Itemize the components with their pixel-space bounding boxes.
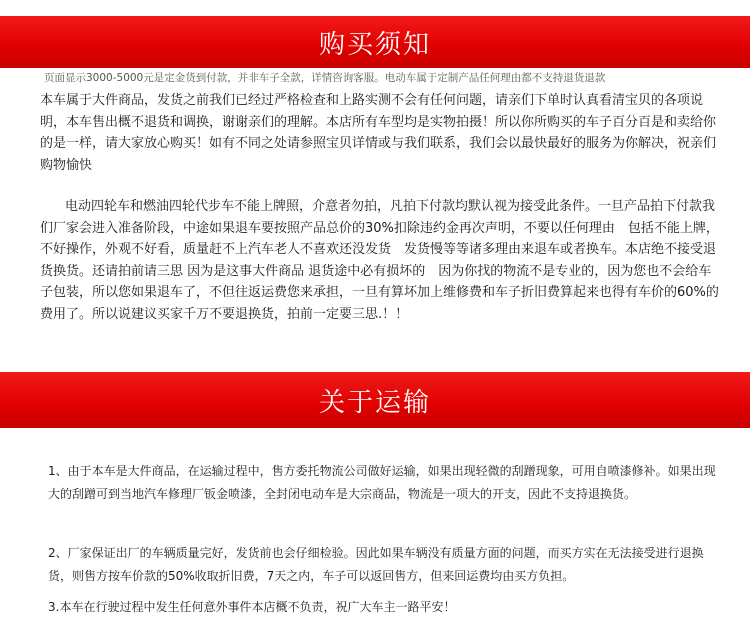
transport-item-1: 1、由于本车是大件商品，在运输过程中，售方委托物流公司做好运输，如果出现轻微的刮蹭现象，可用自喷漆修补。如果出现大的刮蹭可到当地汽车修理厂钣金喷漆，全封闭电动车是大宗商品，物流是一项大的开支，因此不支持退换货。 [48,464,716,501]
purchase-notice-title: 购买须知 [318,29,431,60]
purchase-paragraph-1: 本车属于大件商品，发货之前我们已经过严格检查和上路实测不会有任何问题，请亲们下单时认真看清宝贝的各项说明，本车售出概不退货和调换，谢谢亲们的理解。本店所有车型均是实物拍摄！所以你所购买的车子百分百是和卖给你的是一样，请大家放心购买！如有不同之处请参照宝贝详情或与我们联系，我们会以最快最好的服务为你解决，祝亲们购物愉快 [40,93,717,173]
transport-item-3: 3.本车在行驶过程中发生任何意外事件本店概不负责，祝广大车主一路平安！ [48,600,456,614]
transport-banner [0,372,750,428]
transport-title: 关于运输 [318,387,431,418]
purchase-paragraph-2: 电动四轮车和燃油四轮代步车不能上牌照，介意者勿拍，凡拍下付款均默认视为接受此条件。一旦产品拍下付款我们厂家会进入准备阶段，中途如果退车要按照产品总价的30%扣除违约金再次声明，不要以任何理由 包括不能上牌，不好操作，外观不好看，质量赶不上汽车老人不喜欢还没发货 发货慢等等诸多理由来退车或者换车。本店绝不接受退货换货。还请拍前请三思 因为是这事大件商品 退货途中必有损坏的 因为你找的物流不是专业的，因为您也不会给车子包装，所以您如果退车了，不但往返运费您来承担，一旦有算坏加上维修费和车子折旧费算起来也得有车价的60%的费用了。所以说建议买家千万不要退换货，拍前一定要三思.！！ [40,199,719,322]
transport-item-2: 2、厂家保证出厂的车辆质量完好，发货前也会仔细检验。因此如果车辆没有质量方面的问题，而买方实在无法接受进行退换货，则售方按车价款的50%收取折旧费，7天之内，车子可以返回售方，但来回运费均由买方负担。 [48,546,704,583]
purchase-notice-banner [0,16,750,68]
deposit-notice: 页面显示3000-5000元是定金货到付款，并非车子全款，详情咨询客服。电动车属于定制产品任何理由都不支持退货退款 [44,72,606,84]
